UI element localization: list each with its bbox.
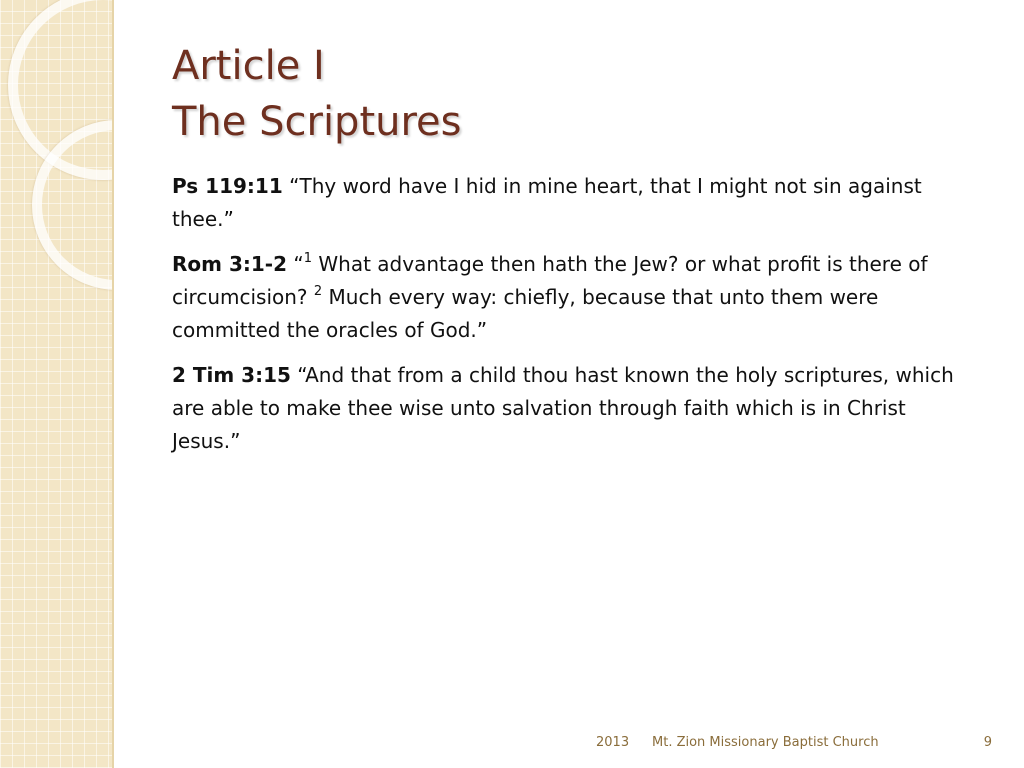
footer-organization: Mt. Zion Missionary Baptist Church — [652, 735, 879, 750]
verse-text: “Thy word have I hid in mine heart, that I might not sin against thee.” — [172, 174, 922, 231]
verse-text: Much every way: chiefly, because that unto them were committed the oracles of God.” — [172, 285, 879, 342]
verse-number: 1 — [303, 251, 313, 266]
verse-paragraph — [172, 170, 972, 236]
slide-footer — [560, 735, 1000, 755]
side-band-border — [112, 0, 114, 768]
footer-year: 2013 — [596, 735, 630, 750]
title-line-2: The Scriptures — [172, 99, 462, 145]
verse-paragraph — [172, 359, 972, 458]
verse-reference: 2 Tim 3:15 — [172, 363, 291, 387]
slide-body — [172, 170, 972, 470]
verse-reference: Rom 3:1-2 — [172, 252, 287, 276]
verse-text: “And that from a child thou hast known the holy scriptures, which are able to make thee wise unto salvation through faith which is in Christ Jesus.” — [172, 363, 954, 453]
slide-number: 9 — [983, 735, 992, 750]
verse-number: 2 — [313, 284, 323, 299]
verse-reference: Ps 119:11 — [172, 174, 283, 198]
slide-title — [172, 38, 462, 150]
title-line-1: Article I — [172, 43, 325, 89]
verse-paragraph — [172, 248, 972, 347]
verse-open-quote: “ — [293, 252, 304, 276]
verse-text: What advantage then hath the Jew? or what profit is there of circumcision? — [172, 252, 928, 309]
